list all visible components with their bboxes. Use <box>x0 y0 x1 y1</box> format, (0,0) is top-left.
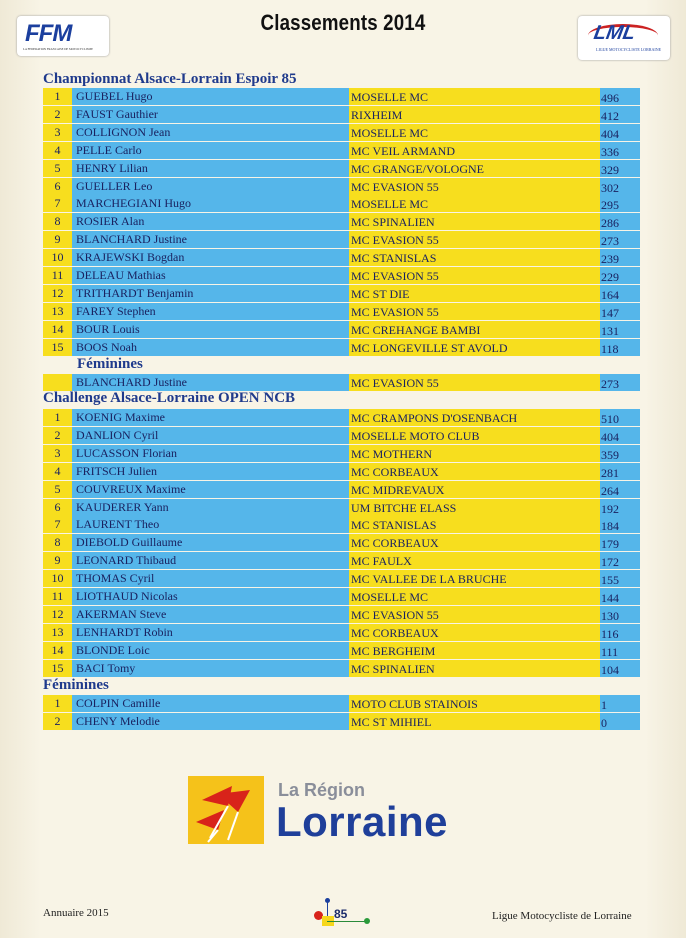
rank-cell: 9 <box>43 231 72 248</box>
rider-name-cell: BLONDE Loic <box>72 642 390 659</box>
table-row <box>43 285 640 302</box>
rank-cell: 7 <box>43 195 72 212</box>
region-lorraine-logo <box>188 776 498 846</box>
club-cell: MC STANISLAS <box>349 249 603 266</box>
section1-title: Championnat Alsace-Lorrain Espoir 85 <box>43 71 297 87</box>
points-cell: 412 <box>600 106 640 123</box>
table-row <box>43 231 640 248</box>
rider-name-cell: LENHARDT Robin <box>72 624 390 641</box>
rank-cell: 2 <box>43 427 72 444</box>
points-cell: 1 <box>600 695 640 712</box>
lml-logo-text: LML <box>592 22 638 44</box>
club-cell: MC VEIL ARMAND <box>349 142 603 159</box>
region-label-small: La Région <box>278 780 366 800</box>
club-cell: MC GRANGE/VOLOGNE <box>349 160 603 177</box>
club-cell: MC LONGEVILLE ST AVOLD <box>349 339 603 356</box>
points-cell: 118 <box>600 339 640 356</box>
points-cell: 192 <box>600 499 640 516</box>
points-cell: 155 <box>600 570 640 587</box>
rider-name-cell: DANLION Cyril <box>72 427 390 444</box>
points-cell: 264 <box>600 481 640 498</box>
club-cell: MC EVASION 55 <box>349 374 603 391</box>
points-cell: 302 <box>600 178 640 195</box>
points-cell: 104 <box>600 660 640 677</box>
club-cell: MC CORBEAUX <box>349 463 603 480</box>
rider-name-cell: LUCASSON Florian <box>72 445 390 462</box>
club-cell: MC BERGHEIM <box>349 642 603 659</box>
rank-cell: 2 <box>43 106 72 123</box>
points-cell: 496 <box>600 88 640 105</box>
rider-name-cell: KOENIG Maxime <box>72 409 390 426</box>
rider-name-cell: FRITSCH Julien <box>72 463 390 480</box>
rank-cell: 11 <box>43 267 72 284</box>
points-cell: 184 <box>600 516 640 533</box>
club-cell: MC MIDREVAUX <box>349 481 603 498</box>
points-cell: 147 <box>600 303 640 320</box>
footer-left: Annuaire 2015 <box>43 907 109 919</box>
points-cell: 359 <box>600 445 640 462</box>
points-cell: 329 <box>600 160 640 177</box>
rider-name-cell: LEONARD Thibaud <box>72 552 390 569</box>
table-row <box>43 660 640 677</box>
club-cell: MOSELLE MC <box>349 88 603 105</box>
points-cell: 281 <box>600 463 640 480</box>
points-cell: 404 <box>600 124 640 141</box>
rank-cell: 1 <box>43 695 72 712</box>
club-cell: MC EVASION 55 <box>349 267 603 284</box>
feminines2-title: Féminines <box>43 677 109 693</box>
points-cell: 273 <box>600 231 640 248</box>
rider-name-cell: BOUR Louis <box>72 321 390 338</box>
club-cell: MC SPINALIEN <box>349 213 603 230</box>
lml-logo <box>578 16 670 60</box>
rider-name-cell: COLPIN Camille <box>72 695 390 712</box>
rank-cell: 14 <box>43 642 72 659</box>
table-row <box>43 642 640 659</box>
club-cell: MC CORBEAUX <box>349 534 603 551</box>
club-cell: MOSELLE MOTO CLUB <box>349 427 603 444</box>
table-row <box>43 570 640 587</box>
feminines1-title: Féminines <box>77 356 143 372</box>
points-cell: 179 <box>600 534 640 551</box>
table-row <box>43 142 640 159</box>
table-row <box>43 249 640 266</box>
rider-name-cell: MARCHEGIANI Hugo <box>72 195 390 212</box>
table-row <box>43 321 640 338</box>
page-number <box>312 898 372 928</box>
club-cell: MC CRAMPONS D'OSENBACH <box>349 409 603 426</box>
table-row <box>43 303 640 320</box>
page-number-text: 85 <box>334 907 348 921</box>
page-title: Classements 2014 <box>260 10 426 35</box>
rider-name-cell: FAREY Stephen <box>72 303 390 320</box>
table-row <box>43 499 640 516</box>
rider-name-cell: COLLIGNON Jean <box>72 124 390 141</box>
rider-name-cell: KRAJEWSKI Bogdan <box>72 249 390 266</box>
rank-cell <box>43 374 72 391</box>
points-cell: 116 <box>600 624 640 641</box>
table-row <box>43 624 640 641</box>
table-row <box>43 695 640 712</box>
region-flag-icon <box>188 776 264 844</box>
rank-cell: 1 <box>43 88 72 105</box>
club-cell: MOSELLE MC <box>349 195 603 212</box>
club-cell: MC STANISLAS <box>349 516 603 533</box>
club-cell: MC EVASION 55 <box>349 178 603 195</box>
rider-name-cell: BOOS Noah <box>72 339 390 356</box>
table-row <box>43 195 640 212</box>
table-row <box>43 713 640 730</box>
points-cell: 164 <box>600 285 640 302</box>
table-row <box>43 374 640 391</box>
rank-cell: 10 <box>43 570 72 587</box>
rank-cell: 3 <box>43 124 72 141</box>
club-cell: MOSELLE MC <box>349 588 603 605</box>
rank-cell: 9 <box>43 552 72 569</box>
rank-cell: 15 <box>43 660 72 677</box>
rider-name-cell: AKERMAN Steve <box>72 606 390 623</box>
table-row <box>43 124 640 141</box>
table-row <box>43 516 640 533</box>
rider-name-cell: LAURENT Theo <box>72 516 390 533</box>
rider-name-cell: CHENY Melodie <box>72 713 390 730</box>
table-row <box>43 427 640 444</box>
table-row <box>43 588 640 605</box>
table-row <box>43 409 640 426</box>
club-cell: MC SPINALIEN <box>349 660 603 677</box>
table-row <box>43 213 640 230</box>
points-cell: 130 <box>600 606 640 623</box>
points-cell: 229 <box>600 267 640 284</box>
club-cell: MC EVASION 55 <box>349 231 603 248</box>
rank-cell: 7 <box>43 516 72 533</box>
rank-cell: 6 <box>43 499 72 516</box>
table-row <box>43 445 640 462</box>
rider-name-cell: DIEBOLD Guillaume <box>72 534 390 551</box>
rank-cell: 5 <box>43 160 72 177</box>
club-cell: MC MOTHERN <box>349 445 603 462</box>
club-cell: MOSELLE MC <box>349 124 603 141</box>
rider-name-cell: THOMAS Cyril <box>72 570 390 587</box>
points-cell: 172 <box>600 552 640 569</box>
club-cell: MC EVASION 55 <box>349 303 603 320</box>
rider-name-cell: FAUST Gauthier <box>72 106 390 123</box>
region-label-large: Lorraine <box>276 798 449 845</box>
rider-name-cell: LIOTHAUD Nicolas <box>72 588 390 605</box>
points-cell: 239 <box>600 249 640 266</box>
table-row <box>43 267 640 284</box>
rider-name-cell: BACI Tomy <box>72 660 390 677</box>
table-row <box>43 534 640 551</box>
rank-cell: 5 <box>43 481 72 498</box>
table-row <box>43 552 640 569</box>
rider-name-cell: PELLE Carlo <box>72 142 390 159</box>
rider-name-cell: TRITHARDT Benjamin <box>72 285 390 302</box>
rank-cell: 13 <box>43 303 72 320</box>
rank-cell: 3 <box>43 445 72 462</box>
table-row <box>43 339 640 356</box>
points-cell: 404 <box>600 427 640 444</box>
table-row <box>43 106 640 123</box>
footer-right: Ligue Motocycliste de Lorraine <box>492 910 632 922</box>
rank-cell: 15 <box>43 339 72 356</box>
table-row <box>43 481 640 498</box>
rank-cell: 13 <box>43 624 72 641</box>
rider-name-cell: DELEAU Mathias <box>72 267 390 284</box>
rider-name-cell: BLANCHARD Justine <box>72 231 390 248</box>
points-cell: 144 <box>600 588 640 605</box>
rider-name-cell: HENRY Lilian <box>72 160 390 177</box>
club-cell: MC ST DIE <box>349 285 603 302</box>
section2-title: Challenge Alsace-Lorraine OPEN NCB <box>43 390 296 406</box>
ffm-logo-text: FFM <box>25 20 72 47</box>
rider-name-cell: GUEBEL Hugo <box>72 88 390 105</box>
points-cell: 336 <box>600 142 640 159</box>
table-row <box>43 160 640 177</box>
club-cell: MC ST MIHIEL <box>349 713 603 730</box>
rank-cell: 6 <box>43 178 72 195</box>
points-cell: 0 <box>600 713 640 730</box>
points-cell: 286 <box>600 213 640 230</box>
rank-cell: 11 <box>43 588 72 605</box>
table-row <box>43 463 640 480</box>
club-cell: MOTO CLUB STAINOIS <box>349 695 603 712</box>
page-marker-green-icon <box>364 918 370 924</box>
table-row <box>43 88 640 105</box>
rank-cell: 8 <box>43 534 72 551</box>
rank-cell: 4 <box>43 142 72 159</box>
rider-name-cell: KAUDERER Yann <box>72 499 390 516</box>
points-cell: 111 <box>600 642 640 659</box>
rider-name-cell: COUVREUX Maxime <box>72 481 390 498</box>
rank-cell: 2 <box>43 713 72 730</box>
points-cell: 295 <box>600 195 640 212</box>
rank-cell: 14 <box>43 321 72 338</box>
rider-name-cell: BLANCHARD Justine <box>72 374 390 391</box>
lml-logo-subtitle: LIGUE MOTOCYCLISTE LORRAINE <box>596 47 662 52</box>
club-cell: MC CORBEAUX <box>349 624 603 641</box>
table-row <box>43 178 640 195</box>
rank-cell: 8 <box>43 213 72 230</box>
rank-cell: 12 <box>43 285 72 302</box>
club-cell: MC EVASION 55 <box>349 606 603 623</box>
page-marker-underline-icon <box>327 921 365 922</box>
rider-name-cell: GUELLER Leo <box>72 178 390 195</box>
rider-name-cell: ROSIER Alan <box>72 213 390 230</box>
points-cell: 131 <box>600 321 640 338</box>
rank-cell: 12 <box>43 606 72 623</box>
rank-cell: 10 <box>43 249 72 266</box>
club-cell: MC FAULX <box>349 552 603 569</box>
points-cell: 510 <box>600 409 640 426</box>
rank-cell: 4 <box>43 463 72 480</box>
points-cell: 273 <box>600 374 640 391</box>
rank-cell: 1 <box>43 409 72 426</box>
club-cell: MC CREHANGE BAMBI <box>349 321 603 338</box>
club-cell: UM BITCHE ELASS <box>349 499 603 516</box>
club-cell: MC VALLEE DE LA BRUCHE <box>349 570 603 587</box>
club-cell: RIXHEIM <box>349 106 603 123</box>
ffm-logo-subtitle: LA FEDERATION FRANCAISE DE MOTOCYCLISME <box>23 47 93 51</box>
table-row <box>43 606 640 623</box>
